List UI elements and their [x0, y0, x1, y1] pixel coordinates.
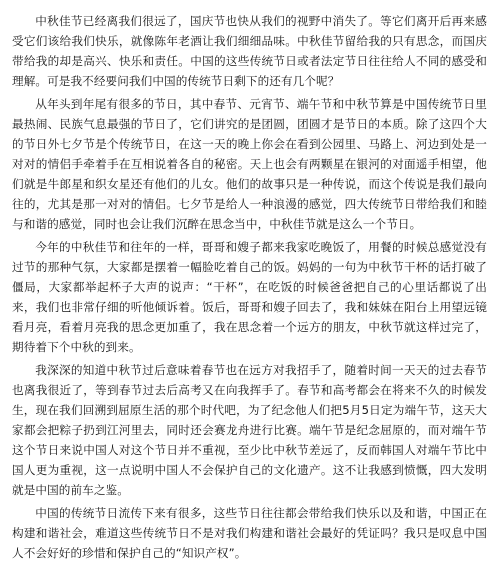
- paragraph-2: 从年头到年尾有很多的节日，其中春节、元宵节、端午节和中秋节算是中国传统节日里最热闹、民族气息最强的节日了，它们讲究的是团圆，团圆才是节日的本质。除了这四个大的节日外七夕节是个传统节日，在这一天的晚上你会在看到公园里、马路上、河边到处是一对对的情侣手牵着手在互相说着各自的秘密。天上也会有两颗星在银河的对面遥手相望，他们就是牛郎星和织女星还有他们的儿女。他们的故事只是一种传说，而这个传说是我们最向往的，尤其是那一对对的情侣。七夕节是给人一种浪漫的感觉，四大传统节日带给我们和睦与和谐的感觉，同时也会让我们沉醉在思念当中，中秋佳节就是这么一个节日。: [12, 97, 487, 231]
- paragraph-1: 中秋佳节已经离我们很远了，国庆节也快从我们的视野中消失了。等它们离开后再来感受它们该给我们快乐，就像陈年老酒让我们细细品味。中秋佳节留给我的只有思念，而国庆带给我的却是高兴、快乐和责任。中国的这些传统节日或者法定节日往往给人不同的感受和理解。可是我不经要问我们中国的传统节日剩下的还有几个呢？: [12, 14, 487, 88]
- paragraph-5: 中国的传统节日流传下来有很多，这些节日往往都会带给我们快乐以及和谐，中国正在构建和谐社会，难道这些传统节日不是对我们构建和谐社会最好的凭证吗？我只是叹息中国人不会好好的珍惜和保护自己的“知识产权”。: [12, 506, 487, 560]
- paragraph-4: 我深深的知道中秋节过后意味着春节也在远方对我招手了，随着时间一天天的过去春节也离我很近了，等到春节过去后高考又在向我挥手了。春节和高考都会在将来不久的时候发生，现在我们回溯到屈原生活的那个时代吧，为了纪念他人们把5月5日定为端午节，这天大家都会把粽子扔到江河里去，同时还会赛龙舟进行比赛。端午节是纪念屈原的，而对端午节这个节日来说中国人对这个节日并不重视，至少比中秋节差远了，反而韩国人对端午节比中国人更为重视，这一点说明中国人不会保护自己的文化遗产。这不让我感到愤慨，四大发明就是中国的前车之鉴。: [12, 363, 487, 497]
- paragraph-3: 今年的中秋佳节和往年的一样，哥哥和嫂子都来我家吃晚饭了，用餐的时候总感觉没有过节的那种气氛，大家都是摆着一幅脸吃着自己的饭。妈妈的一句为中秋节干杯的话打破了僵局，大家都举起杯子大声的说声：“干杯”，在吃饭的时候爸爸把自己的心里话都说了出来，我们也非常仔细的听他倾诉着。饭后，哥哥和嫂子回去了，我和妹妹在阳台上用望远镜看月亮，看着月亮我的思念更加重了，我在思念着一个远方的朋友，中秋节就这样过完了，期待着下个中秋的到来。: [12, 240, 487, 354]
